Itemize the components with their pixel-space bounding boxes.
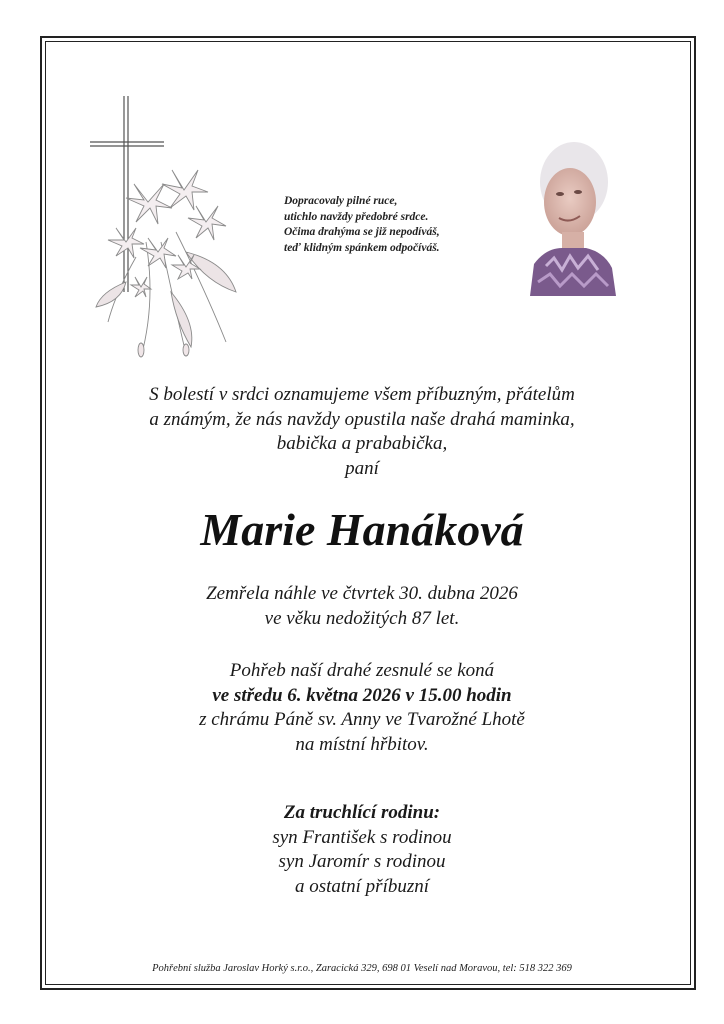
family-heading: Za truchlící rodinu: xyxy=(283,802,441,823)
verse-line: utichlo navždy předobré srdce. xyxy=(284,210,429,223)
death-info xyxy=(60,582,664,631)
funeral-date-time: ve středu 6. května 2026 v 15.00 hodin xyxy=(212,684,512,706)
announcement-line: babička a prababička, xyxy=(276,433,448,454)
verse-line: Dopracovaly pilné ruce, xyxy=(284,195,398,207)
funeral-service-footer: Pohřební služba Jaroslav Horký s.r.o., Zaracická 329, 698 01 Veselí nad Moravou, tel: 518 322 369 xyxy=(152,963,572,974)
funeral-place: z chrámu Páně sv. Anny ve Tvarožné Lhotě xyxy=(199,709,525,730)
funeral-burial: na místní hřbitov. xyxy=(295,733,429,755)
deceased-name: Marie Hanáková xyxy=(200,504,524,555)
family-signature xyxy=(60,801,664,899)
announcement-line: paní xyxy=(345,457,379,479)
verse-line: Očima drahýma se již nepodíváš, xyxy=(284,226,440,238)
funeral-intro: Pohřeb naší drahé zesnulé se koná xyxy=(229,660,495,681)
lily-bouquet-icon xyxy=(96,170,236,357)
family-member: syn Jaromír s rodinou xyxy=(278,851,446,872)
announcement xyxy=(60,383,664,481)
family-member: a ostatní příbuzní xyxy=(294,875,430,897)
family-member: syn František s rodinou xyxy=(272,826,452,848)
cross-and-lilies-decoration xyxy=(86,92,256,367)
funeral-info xyxy=(60,659,664,757)
death-date: Zemřela náhle ve čtvrtek 30. dubna 2026 xyxy=(206,583,518,604)
death-age: ve věku nedožitých 87 let. xyxy=(264,607,460,629)
verse xyxy=(284,194,514,256)
verse-line: teď klidným spánkem odpočíváš. xyxy=(284,241,440,254)
announcement-line: a známým, že nás navždy opustila naše drahá maminka, xyxy=(149,408,575,430)
announcement-line: S bolestí v srdci oznamujeme všem příbuzným, přátelům xyxy=(149,384,575,405)
portrait-photo xyxy=(526,136,616,296)
